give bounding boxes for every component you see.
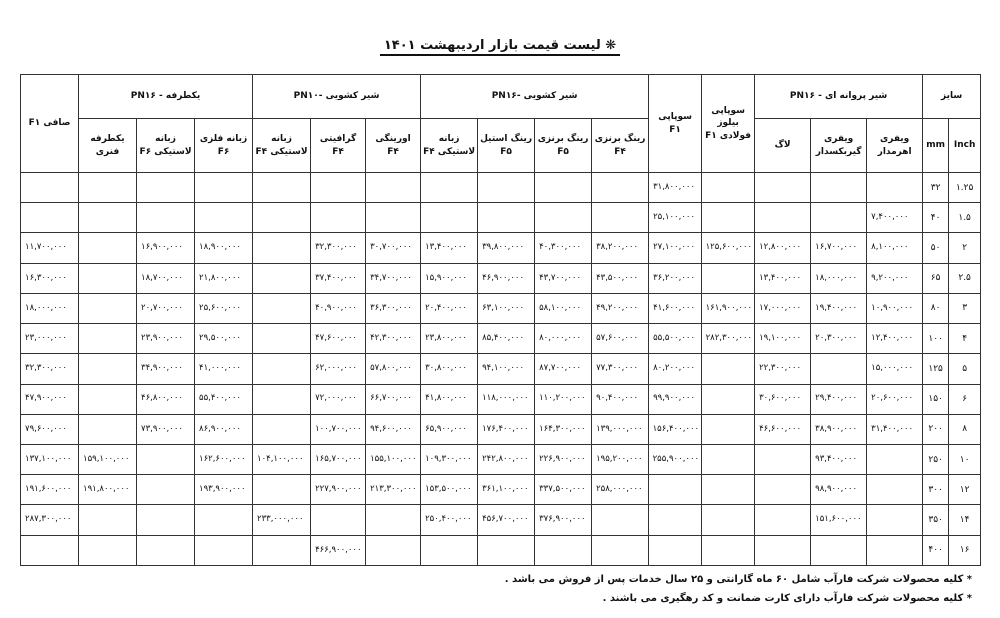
price-cell bbox=[702, 173, 755, 203]
strainer-header: صافی F۱ bbox=[21, 75, 79, 173]
price-cell bbox=[702, 384, 755, 414]
inch-cell: ۲.۵ bbox=[949, 263, 981, 293]
price-cell bbox=[702, 263, 755, 293]
inch-cell: ۸ bbox=[949, 414, 981, 444]
price-cell: ۴۳,۷۰۰,۰۰۰ bbox=[535, 263, 592, 293]
price-cell: ۲۴۲,۸۰۰,۰۰۰ bbox=[478, 444, 535, 474]
inch-header: Inch bbox=[949, 119, 981, 173]
price-cell bbox=[253, 293, 311, 323]
page-title: لیست قیمت بازار اردیبهشت ۱۴۰۱ ❋ bbox=[0, 38, 1000, 53]
price-cell bbox=[137, 203, 195, 233]
price-cell: ۴۲,۳۰۰,۰۰۰ bbox=[366, 324, 421, 354]
price-cell: ۴۶,۸۰۰,۰۰۰ bbox=[137, 384, 195, 414]
price-cell bbox=[366, 535, 421, 565]
price-cell bbox=[311, 203, 366, 233]
price-cell: ۴۹,۲۰۰,۰۰۰ bbox=[592, 293, 649, 323]
sub-header: رینگ استیل F۵ bbox=[478, 119, 535, 173]
price-cell bbox=[867, 535, 923, 565]
price-cell bbox=[755, 505, 811, 535]
price-cell: ۲۲,۳۰۰,۰۰۰ bbox=[755, 354, 811, 384]
onepiece-header: یکطرفه - PN۱۶ bbox=[79, 75, 253, 119]
price-cell: ۱۸,۹۰۰,۰۰۰ bbox=[195, 233, 253, 263]
price-cell bbox=[195, 203, 253, 233]
price-cell bbox=[592, 173, 649, 203]
price-cell: ۱۹۱,۶۰۰,۰۰۰ bbox=[21, 475, 79, 505]
price-cell bbox=[702, 203, 755, 233]
price-cell bbox=[79, 505, 137, 535]
price-cell bbox=[592, 535, 649, 565]
price-cell: ۱۳,۴۰۰,۰۰۰ bbox=[755, 263, 811, 293]
table-row bbox=[21, 324, 981, 354]
price-cell bbox=[195, 535, 253, 565]
price-cell: ۱۸,۷۰۰,۰۰۰ bbox=[137, 263, 195, 293]
price-cell bbox=[366, 173, 421, 203]
price-cell bbox=[21, 535, 79, 565]
price-cell bbox=[366, 203, 421, 233]
sub-header: گرافیتی F۴ bbox=[311, 119, 366, 173]
price-cell: ۱۶,۷۰۰,۰۰۰ bbox=[811, 233, 867, 263]
price-cell: ۲۹,۵۰۰,۰۰۰ bbox=[195, 324, 253, 354]
price-cell: ۱۵۵,۱۰۰,۰۰۰ bbox=[366, 444, 421, 474]
price-cell: ۱۶۱,۹۰۰,۰۰۰ bbox=[702, 293, 755, 323]
price-cell bbox=[867, 505, 923, 535]
price-cell bbox=[253, 475, 311, 505]
price-cell: ۵۵,۴۰۰,۰۰۰ bbox=[195, 384, 253, 414]
gate16-header: شیر کشویی -PN۱۶ bbox=[421, 75, 649, 119]
price-cell: ۵۷,۸۰۰,۰۰۰ bbox=[366, 354, 421, 384]
price-cell: ۲۳,۸۰۰,۰۰۰ bbox=[421, 324, 478, 354]
price-cell: ۱۸,۰۰۰,۰۰۰ bbox=[21, 293, 79, 323]
price-cell: ۱۲,۸۰۰,۰۰۰ bbox=[755, 233, 811, 263]
price-cell: ۴۱,۶۰۰,۰۰۰ bbox=[649, 293, 702, 323]
price-cell: ۲۱۳,۳۰۰,۰۰۰ bbox=[366, 475, 421, 505]
price-cell bbox=[592, 505, 649, 535]
price-cell bbox=[79, 535, 137, 565]
butterfly-header: شیر پروانه ای - PN۱۶ bbox=[755, 75, 923, 119]
price-rows bbox=[21, 173, 981, 566]
price-cell bbox=[592, 203, 649, 233]
price-cell: ۱۶۵,۷۰۰,۰۰۰ bbox=[311, 444, 366, 474]
price-cell: ۱۱۰,۲۰۰,۰۰۰ bbox=[535, 384, 592, 414]
price-cell: ۷۹,۶۰۰,۰۰۰ bbox=[21, 414, 79, 444]
price-cell bbox=[137, 535, 195, 565]
price-cell bbox=[311, 505, 366, 535]
sub-header: زبانه لاستیکی F۴ bbox=[253, 119, 311, 173]
price-cell: ۴۰,۹۰۰,۰۰۰ bbox=[311, 293, 366, 323]
price-cell: ۲۸۷,۳۰۰,۰۰۰ bbox=[21, 505, 79, 535]
price-cell: ۳۲,۳۰۰,۰۰۰ bbox=[21, 354, 79, 384]
mm-cell: ۵۰ bbox=[923, 233, 949, 263]
price-cell: ۶۲,۰۰۰,۰۰۰ bbox=[311, 354, 366, 384]
price-cell: ۴۰,۳۰۰,۰۰۰ bbox=[535, 233, 592, 263]
price-cell: ۱۵۶,۴۰۰,۰۰۰ bbox=[649, 414, 702, 444]
price-cell: ۳۰,۸۰۰,۰۰۰ bbox=[421, 354, 478, 384]
price-cell: ۴۶۶,۹۰۰,۰۰۰ bbox=[311, 535, 366, 565]
price-cell: ۶۶,۷۰۰,۰۰۰ bbox=[366, 384, 421, 414]
price-cell: ۲۳,۰۰۰,۰۰۰ bbox=[21, 324, 79, 354]
price-cell: ۶۵,۹۰۰,۰۰۰ bbox=[421, 414, 478, 444]
table-row bbox=[21, 203, 981, 233]
sub-header: رینگ برنزی F۴ bbox=[592, 119, 649, 173]
mm-header: mm bbox=[923, 119, 949, 173]
price-cell: ۲۷,۱۰۰,۰۰۰ bbox=[649, 233, 702, 263]
price-cell: ۳۷,۴۰۰,۰۰۰ bbox=[311, 263, 366, 293]
price-cell: ۸۵,۴۰۰,۰۰۰ bbox=[478, 324, 535, 354]
price-cell: ۹۰,۴۰۰,۰۰۰ bbox=[592, 384, 649, 414]
price-cell: ۱۲,۴۰۰,۰۰۰ bbox=[867, 324, 923, 354]
price-cell: ۴۶,۶۰۰,۰۰۰ bbox=[755, 414, 811, 444]
price-cell bbox=[702, 535, 755, 565]
price-cell bbox=[253, 384, 311, 414]
sub-header: زبانه لاستیکی F۴ bbox=[421, 119, 478, 173]
price-cell: ۳۴,۷۰۰,۰۰۰ bbox=[366, 263, 421, 293]
price-cell: ۹۳,۴۰۰,۰۰۰ bbox=[811, 444, 867, 474]
price-cell bbox=[811, 354, 867, 384]
price-table bbox=[20, 74, 981, 566]
price-cell bbox=[421, 535, 478, 565]
table-row bbox=[21, 354, 981, 384]
price-cell: ۱۶,۹۰۰,۰۰۰ bbox=[137, 233, 195, 263]
price-cell bbox=[195, 505, 253, 535]
price-cell bbox=[535, 203, 592, 233]
sub-header: یکطرفه فنری bbox=[79, 119, 137, 173]
inch-cell: ۱۶ bbox=[949, 535, 981, 565]
price-cell bbox=[253, 354, 311, 384]
price-cell bbox=[79, 384, 137, 414]
price-cell: ۲۳۳,۰۰۰,۰۰۰ bbox=[253, 505, 311, 535]
price-cell: ۳۶,۲۰۰,۰۰۰ bbox=[649, 263, 702, 293]
price-cell: ۵۷,۶۰۰,۰۰۰ bbox=[592, 324, 649, 354]
price-cell bbox=[79, 233, 137, 263]
price-cell: ۹۹,۹۰۰,۰۰۰ bbox=[649, 384, 702, 414]
price-cell: ۱۰۹,۳۰۰,۰۰۰ bbox=[421, 444, 478, 474]
sub-header: اورینگی F۴ bbox=[366, 119, 421, 173]
price-cell: ۳۷۶,۹۰۰,۰۰۰ bbox=[535, 505, 592, 535]
price-cell bbox=[137, 444, 195, 474]
price-cell: ۱۶,۳۰۰,۰۰۰ bbox=[21, 263, 79, 293]
price-cell: ۴۵۶,۷۰۰,۰۰۰ bbox=[478, 505, 535, 535]
table-row bbox=[21, 535, 981, 565]
price-cell: ۱۱,۷۰۰,۰۰۰ bbox=[21, 233, 79, 263]
price-cell: ۲۱,۸۰۰,۰۰۰ bbox=[195, 263, 253, 293]
price-cell: ۸۷,۷۰۰,۰۰۰ bbox=[535, 354, 592, 384]
price-cell: ۱۰۴,۱۰۰,۰۰۰ bbox=[253, 444, 311, 474]
price-cell bbox=[79, 263, 137, 293]
price-cell: ۲۲۶,۹۰۰,۰۰۰ bbox=[535, 444, 592, 474]
price-cell bbox=[79, 203, 137, 233]
price-cell bbox=[478, 173, 535, 203]
mm-cell: ۸۰ bbox=[923, 293, 949, 323]
price-cell bbox=[253, 263, 311, 293]
mm-cell: ۱۵۰ bbox=[923, 384, 949, 414]
price-cell bbox=[649, 535, 702, 565]
price-cell bbox=[649, 475, 702, 505]
price-cell: ۷۲,۰۰۰,۰۰۰ bbox=[311, 384, 366, 414]
price-cell: ۷۳,۹۰۰,۰۰۰ bbox=[137, 414, 195, 444]
price-cell: ۱۵,۰۰۰,۰۰۰ bbox=[867, 354, 923, 384]
sub-header: لاگ bbox=[755, 119, 811, 173]
price-cell: ۱۹,۴۰۰,۰۰۰ bbox=[811, 293, 867, 323]
price-cell: ۱۶۴,۳۰۰,۰۰۰ bbox=[535, 414, 592, 444]
notes bbox=[72, 570, 972, 608]
price-cell: ۴۶,۹۰۰,۰۰۰ bbox=[478, 263, 535, 293]
price-cell: ۲۵۸,۰۰۰,۰۰۰ bbox=[592, 475, 649, 505]
table-row bbox=[21, 384, 981, 414]
price-cell bbox=[755, 203, 811, 233]
price-cell: ۱۹,۱۰۰,۰۰۰ bbox=[755, 324, 811, 354]
price-cell bbox=[79, 414, 137, 444]
price-cell: ۳۸,۲۰۰,۰۰۰ bbox=[592, 233, 649, 263]
inch-cell: ۱.۵ bbox=[949, 203, 981, 233]
mm-cell: ۶۵ bbox=[923, 263, 949, 293]
gate10-header: شیر کشویی -PN۱۰ bbox=[253, 75, 421, 119]
price-cell: ۳۸,۹۰۰,۰۰۰ bbox=[811, 414, 867, 444]
price-cell: ۸۰,۰۰۰,۰۰۰ bbox=[535, 324, 592, 354]
price-cell: ۱۳۷,۱۰۰,۰۰۰ bbox=[21, 444, 79, 474]
price-cell: ۳۰,۷۰۰,۰۰۰ bbox=[366, 233, 421, 263]
price-cell: ۴۷,۶۰۰,۰۰۰ bbox=[311, 324, 366, 354]
table-row bbox=[21, 263, 981, 293]
price-cell: ۱۵۱,۶۰۰,۰۰۰ bbox=[811, 505, 867, 535]
mm-cell: ۲۰۰ bbox=[923, 414, 949, 444]
price-cell bbox=[253, 535, 311, 565]
mm-cell: ۱۲۵ bbox=[923, 354, 949, 384]
price-cell bbox=[79, 354, 137, 384]
price-cell: ۲۸۲,۳۰۰,۰۰۰ bbox=[702, 324, 755, 354]
price-cell: ۴۳,۵۰۰,۰۰۰ bbox=[592, 263, 649, 293]
price-cell: ۱۵,۹۰۰,۰۰۰ bbox=[421, 263, 478, 293]
price-cell: ۸,۱۰۰,۰۰۰ bbox=[867, 233, 923, 263]
table-row bbox=[21, 414, 981, 444]
price-cell: ۲۵,۶۰۰,۰۰۰ bbox=[195, 293, 253, 323]
price-cell bbox=[702, 354, 755, 384]
price-cell: ۲۵,۱۰۰,۰۰۰ bbox=[649, 203, 702, 233]
price-cell: ۲۹,۴۰۰,۰۰۰ bbox=[811, 384, 867, 414]
price-cell: ۱۷,۰۰۰,۰۰۰ bbox=[755, 293, 811, 323]
price-cell: ۳۱,۸۰۰,۰۰۰ bbox=[649, 173, 702, 203]
price-cell bbox=[867, 444, 923, 474]
price-cell bbox=[21, 173, 79, 203]
table-row bbox=[21, 233, 981, 263]
mm-cell: ۴۰ bbox=[923, 203, 949, 233]
price-cell: ۵۵,۵۰۰,۰۰۰ bbox=[649, 324, 702, 354]
table-row bbox=[21, 444, 981, 474]
price-cell: ۱۹۵,۲۰۰,۰۰۰ bbox=[592, 444, 649, 474]
price-cell bbox=[811, 173, 867, 203]
price-cell: ۹۴,۶۰۰,۰۰۰ bbox=[366, 414, 421, 444]
price-cell: ۱۰۰,۷۰۰,۰۰۰ bbox=[311, 414, 366, 444]
table-row bbox=[21, 505, 981, 535]
price-cell bbox=[811, 535, 867, 565]
price-cell: ۲۰,۳۰۰,۰۰۰ bbox=[811, 324, 867, 354]
price-cell bbox=[195, 173, 253, 203]
sub-header: زبانه فلزی F۶ bbox=[195, 119, 253, 173]
price-cell bbox=[535, 535, 592, 565]
price-cell: ۱۸,۰۰۰,۰۰۰ bbox=[811, 263, 867, 293]
price-cell: ۱۹۳,۹۰۰,۰۰۰ bbox=[195, 475, 253, 505]
price-cell: ۴۱,۰۰۰,۰۰۰ bbox=[195, 354, 253, 384]
sub-header: ویفری اهرمدار bbox=[867, 119, 923, 173]
price-cell bbox=[137, 173, 195, 203]
price-cell: ۳۴,۹۰۰,۰۰۰ bbox=[137, 354, 195, 384]
price-cell: ۳۶,۳۰۰,۰۰۰ bbox=[366, 293, 421, 323]
price-cell bbox=[702, 475, 755, 505]
price-cell bbox=[811, 203, 867, 233]
mm-cell: ۳۵۰ bbox=[923, 505, 949, 535]
price-cell: ۲۲۷,۹۰۰,۰۰۰ bbox=[311, 475, 366, 505]
price-cell: ۹۸,۹۰۰,۰۰۰ bbox=[811, 475, 867, 505]
price-cell: ۲۳,۹۰۰,۰۰۰ bbox=[137, 324, 195, 354]
price-cell: ۸۶,۹۰۰,۰۰۰ bbox=[195, 414, 253, 444]
sub-header: ویفری گیربکسدار bbox=[811, 119, 867, 173]
price-cell: ۱۹۱,۸۰۰,۰۰۰ bbox=[79, 475, 137, 505]
inch-cell: ۱.۲۵ bbox=[949, 173, 981, 203]
price-cell bbox=[21, 203, 79, 233]
inch-cell: ۱۲ bbox=[949, 475, 981, 505]
price-cell bbox=[421, 203, 478, 233]
price-cell bbox=[649, 505, 702, 535]
price-cell bbox=[867, 173, 923, 203]
price-cell bbox=[867, 475, 923, 505]
inch-cell: ۴ bbox=[949, 324, 981, 354]
table-row bbox=[21, 173, 981, 203]
price-cell: ۳۱,۴۰۰,۰۰۰ bbox=[867, 414, 923, 444]
price-cell: ۱۵۹,۱۰۰,۰۰۰ bbox=[79, 444, 137, 474]
bellows-header: سوپاپی بیلوز فولادی F۱ bbox=[702, 75, 755, 173]
price-cell: ۲۵۰,۴۰۰,۰۰۰ bbox=[421, 505, 478, 535]
inch-cell: ۶ bbox=[949, 384, 981, 414]
size-header: سایز bbox=[923, 75, 981, 119]
price-cell bbox=[755, 535, 811, 565]
price-cell: ۲۰,۷۰۰,۰۰۰ bbox=[137, 293, 195, 323]
mm-cell: ۳۰۰ bbox=[923, 475, 949, 505]
price-cell bbox=[79, 293, 137, 323]
price-cell: ۷,۴۰۰,۰۰۰ bbox=[867, 203, 923, 233]
check-header: سوپاپی F۱ bbox=[649, 75, 702, 173]
price-cell bbox=[137, 505, 195, 535]
mm-cell: ۴۰۰ bbox=[923, 535, 949, 565]
table-row bbox=[21, 293, 981, 323]
price-cell bbox=[79, 324, 137, 354]
price-cell: ۱۷۶,۴۰۰,۰۰۰ bbox=[478, 414, 535, 444]
price-cell: ۱۲۵,۶۰۰,۰۰۰ bbox=[702, 233, 755, 263]
price-cell: ۱۳۹,۰۰۰,۰۰۰ bbox=[592, 414, 649, 444]
price-cell bbox=[253, 414, 311, 444]
price-cell: ۲۵۵,۹۰۰,۰۰۰ bbox=[649, 444, 702, 474]
price-cell bbox=[478, 203, 535, 233]
price-cell: ۳۳۷,۵۰۰,۰۰۰ bbox=[535, 475, 592, 505]
price-cell: ۱۰,۹۰۰,۰۰۰ bbox=[867, 293, 923, 323]
price-cell bbox=[535, 173, 592, 203]
price-cell bbox=[311, 173, 366, 203]
price-cell: ۸۰,۲۰۰,۰۰۰ bbox=[649, 354, 702, 384]
price-cell: ۳۰,۶۰۰,۰۰۰ bbox=[755, 384, 811, 414]
price-cell: ۳۶۱,۱۰۰,۰۰۰ bbox=[478, 475, 535, 505]
note-line: * کلیه محصولات شرکت فارآب شامل ۶۰ ماه گارانتی و ۲۵ سال خدمات پس از فروش می باشد . bbox=[504, 574, 972, 585]
price-cell bbox=[79, 173, 137, 203]
price-cell: ۱۳,۴۰۰,۰۰۰ bbox=[421, 233, 478, 263]
inch-cell: ۱۴ bbox=[949, 505, 981, 535]
table-row bbox=[21, 475, 981, 505]
sub-header: رینگ برنزی F۵ bbox=[535, 119, 592, 173]
price-cell: ۹۴,۱۰۰,۰۰۰ bbox=[478, 354, 535, 384]
price-cell: ۱۱۸,۰۰۰,۰۰۰ bbox=[478, 384, 535, 414]
price-cell bbox=[478, 535, 535, 565]
price-cell bbox=[755, 444, 811, 474]
note-line: * کلیه محصولات شرکت فارآب دارای کارت ضمانت و کد رهگیری می باشند . bbox=[602, 593, 972, 604]
mm-cell: ۳۲ bbox=[923, 173, 949, 203]
price-cell: ۷۷,۳۰۰,۰۰۰ bbox=[592, 354, 649, 384]
price-cell bbox=[702, 444, 755, 474]
price-cell bbox=[421, 173, 478, 203]
price-cell: ۳۹,۸۰۰,۰۰۰ bbox=[478, 233, 535, 263]
price-cell: ۱۶۲,۶۰۰,۰۰۰ bbox=[195, 444, 253, 474]
price-cell bbox=[366, 505, 421, 535]
price-cell bbox=[702, 414, 755, 444]
inch-cell: ۵ bbox=[949, 354, 981, 384]
price-cell: ۴۱,۸۰۰,۰۰۰ bbox=[421, 384, 478, 414]
price-cell bbox=[253, 173, 311, 203]
price-cell bbox=[253, 324, 311, 354]
inch-cell: ۱۰ bbox=[949, 444, 981, 474]
price-cell bbox=[253, 203, 311, 233]
price-cell: ۱۵۳,۵۰۰,۰۰۰ bbox=[421, 475, 478, 505]
price-cell: ۲۰,۴۰۰,۰۰۰ bbox=[421, 293, 478, 323]
inch-cell: ۲ bbox=[949, 233, 981, 263]
mm-cell: ۱۰۰ bbox=[923, 324, 949, 354]
price-cell: ۲۰,۶۰۰,۰۰۰ bbox=[867, 384, 923, 414]
sub-header: زبانه لاستیکی F۶ bbox=[137, 119, 195, 173]
mm-cell: ۲۵۰ bbox=[923, 444, 949, 474]
price-cell bbox=[755, 475, 811, 505]
price-cell bbox=[702, 505, 755, 535]
price-cell: ۴۷,۹۰۰,۰۰۰ bbox=[21, 384, 79, 414]
price-cell: ۹,۲۰۰,۰۰۰ bbox=[867, 263, 923, 293]
price-cell bbox=[755, 173, 811, 203]
price-cell bbox=[137, 475, 195, 505]
price-cell bbox=[253, 233, 311, 263]
price-cell: ۶۳,۱۰۰,۰۰۰ bbox=[478, 293, 535, 323]
price-cell: ۵۸,۱۰۰,۰۰۰ bbox=[535, 293, 592, 323]
price-cell: ۳۲,۳۰۰,۰۰۰ bbox=[311, 233, 366, 263]
inch-cell: ۳ bbox=[949, 293, 981, 323]
